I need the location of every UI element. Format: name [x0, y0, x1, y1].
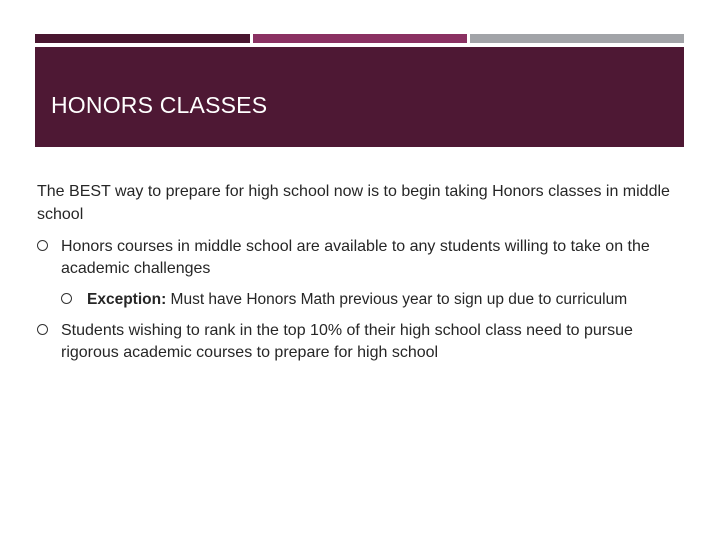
accent-stripe-dark	[35, 34, 250, 43]
list-item	[61, 289, 687, 310]
exception-label: Exception:	[87, 291, 167, 308]
circle-bullet-icon	[61, 293, 72, 304]
circle-bullet-icon	[37, 240, 48, 251]
bullet-list	[37, 236, 687, 364]
bullet-text: Honors courses in middle school are available to any students willing to take on the academic challenges	[61, 238, 650, 277]
slide-body	[37, 180, 687, 364]
intro-paragraph: The BEST way to prepare for high school now is to begin taking Honors classes in middle school	[37, 183, 670, 223]
list-item	[37, 320, 687, 364]
sub-bullet-list	[61, 289, 687, 310]
accent-stripe-magenta	[253, 34, 467, 43]
sub-bullet-text: Must have Honors Math previous year to sign up due to curriculum	[166, 291, 628, 308]
slide-title: HONORS CLASSES	[51, 92, 268, 118]
title-band	[35, 47, 684, 147]
list-item	[37, 236, 687, 310]
bullet-text: Students wishing to rank in the top 10% of their high school class need to pursue rigorous academic courses to prepare for high school	[61, 322, 633, 361]
accent-stripe-gray	[470, 34, 684, 43]
circle-bullet-icon	[37, 324, 48, 335]
